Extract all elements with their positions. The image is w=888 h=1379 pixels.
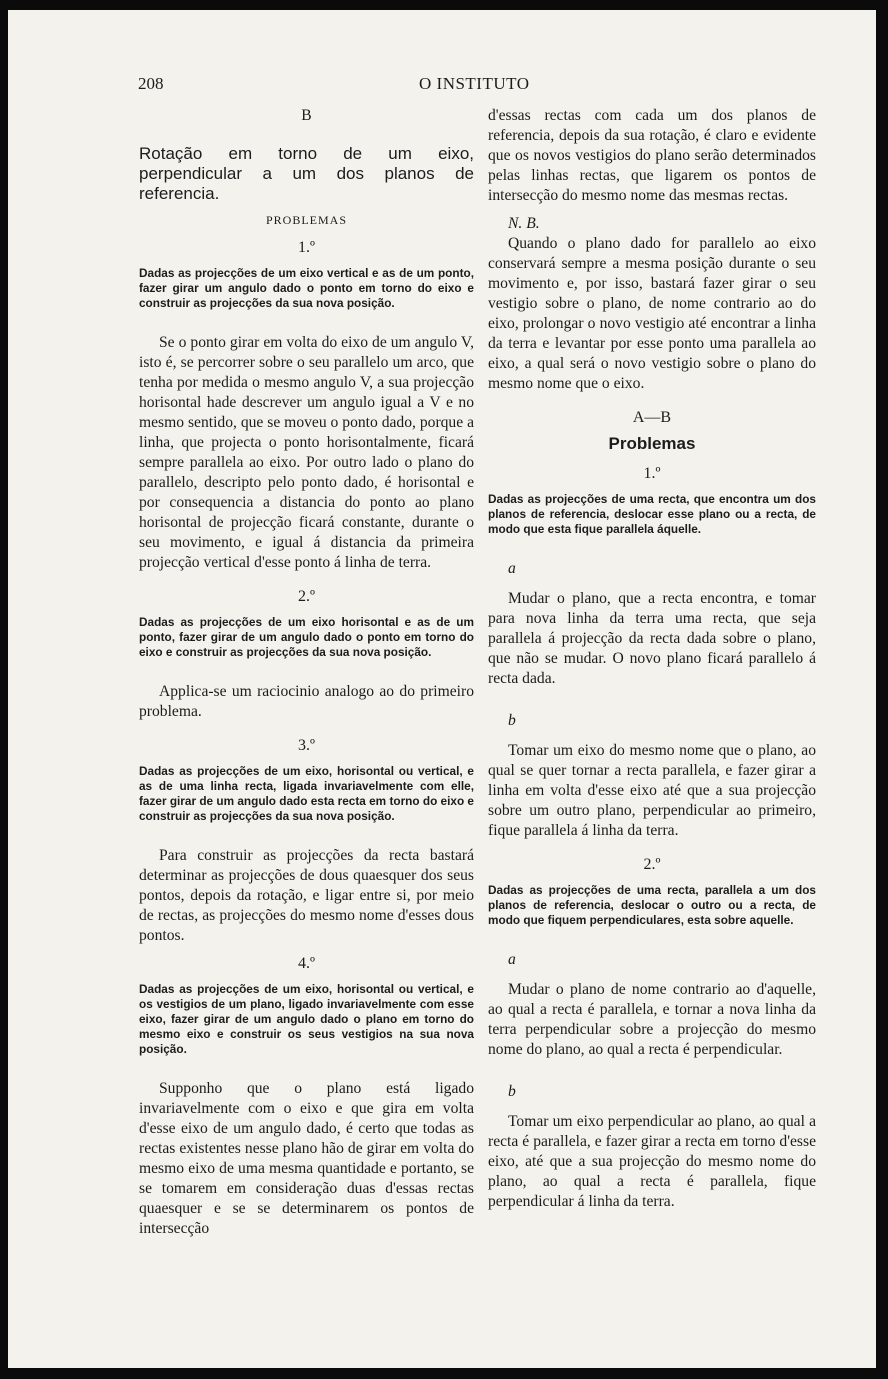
problem-statement: Dadas as projecções de uma recta, parallela a um dos planos de referencia, deslocar o outro ou a recta, de modo que fiquem perpendiculares, esta sobre aquelle. bbox=[488, 883, 816, 927]
problem-statement: Dadas as projecções de um eixo, horisontal ou vertical, e os vestigios de um plano, ligado invariavelmente com esse eixo, fazer girar de um angulo dado o plano em torno do mesmo eixo e construir os seus vestigios na sua nova posição. bbox=[139, 982, 474, 1056]
problem-number: 3.º bbox=[298, 737, 315, 754]
option-label: b bbox=[508, 712, 516, 729]
option-label: a bbox=[508, 951, 516, 968]
problem-number: 2.º bbox=[298, 588, 315, 605]
problems-heading: Problemas bbox=[608, 434, 696, 453]
right-column bbox=[488, 106, 816, 1220]
solution-text: Para construir as projecções da recta bastará determinar as projecções de dous quaesquer dos seus pontos, depois da rotação, e ligar entre si, por meio de rectas, as projecções do mesmo nome d'esses dous pontos. bbox=[139, 847, 474, 944]
problem-number: 2.º bbox=[643, 856, 661, 873]
option-text: Tomar um eixo do mesmo nome que o plano, ao qual se quer tornar a recta parallela, e fazer girar a linha em volta d'esse eixo até que a sua projecção sobre um outro plano, perpendicular ao primeiro, fique parallela á linha da terra. bbox=[488, 742, 816, 839]
section-letter: B bbox=[301, 107, 312, 124]
problem-statement: Dadas as projecções de uma recta, que encontra um dos planos de referencia, deslocar esse plano ou a recta, de modo que esta fique parallela áquelle. bbox=[488, 492, 816, 536]
solution-text: Se o ponto girar em volta do eixo de um angulo V, isto é, se percorrer sobre o seu parallelo um arco, que tenha por medida o mesmo angulo V, a sua projecção horisontal hade descrever um angulo igual a V e no mesmo sentido, que se moveu o ponto dado, porque a linha, que projecta o ponto horisontalmente, ficará sempre parallela ao eixo. Por outro lado o plano do parallelo, descripto pelo ponto dado, é horisontal e por consequencia a distancia do ponto ao plano horisontal de projecção ficará constante, durante o seu movimento, e igual á distancia da primeira projecção vertical d'esse ponto á linha de terra. bbox=[139, 334, 474, 571]
page-number: 208 bbox=[138, 74, 164, 93]
option-text: Mudar o plano de nome contrario ao d'aquelle, ao qual a recta é parallela, e tornar a nova linha da terra perpendicular sobre a projecção do mesmo nome do plano, ao qual a recta é perpendicular. bbox=[488, 981, 816, 1058]
problem-statement: Dadas as projecções de um eixo horisontal e as de um ponto, fazer girar de um angulo dado o ponto em torno do eixo e construir as projecções da sua nova posição. bbox=[139, 615, 474, 659]
nb-label: N. B. bbox=[508, 215, 540, 232]
section-title: Rotação em torno de um eixo, perpendicular a um dos planos de referencia. bbox=[139, 144, 474, 203]
problem-statement: Dadas as projecções de um eixo, horisontal ou vertical, e as de uma linha recta, ligada invariavelmente com elle, fazer girar de um angulo dado esta recta em torno do eixo e construir as projecções da sua nova posição. bbox=[139, 764, 474, 823]
option-text: Mudar o plano, que a recta encontra, e tomar para nova linha da terra uma recta, que seja parallela á projecção da recta dada sobre o plano, que não se mudar. O novo plano ficará parallelo á recta dada. bbox=[488, 590, 816, 687]
problem-statement: Dadas as projecções de um eixo vertical e as de um ponto, fazer girar um angulo dado o ponto em torno do eixo e construir as projecções da sua nova posição. bbox=[139, 266, 474, 310]
solution-text: Supponho que o plano está ligado invariavelmente com o eixo e que gira em volta d'esse eixo de um angulo dado, é certo que todas as rectas existentes nesse plano hão de girar em volta do mesmo eixo de uma mesma quantidade e portanto, se se tomarem em consideração duas d'essas rectas quaesquer e se se determinarem os pontos de intersecção bbox=[139, 1080, 474, 1237]
option-text: Tomar um eixo perpendicular ao plano, ao qual a recta é parallela, e fazer girar a recta em torno d'esse eixo, até que a sua projecção do mesmo nome do plano, ao qual a recta é parallela, fique perpendicular á linha da terra. bbox=[488, 1113, 816, 1210]
page-header bbox=[138, 74, 838, 96]
book-page bbox=[8, 10, 876, 1368]
section-ab: A—B bbox=[632, 409, 672, 426]
problem-number: 4.º bbox=[298, 955, 315, 972]
nb-text: Quando o plano dado for parallelo ao eixo conservará sempre a mesma posição durante o seu movimento e, por isso, bastará fazer girar o seu vestigio sobre o plano, de nome contrario ao do eixo, prolongar o novo vestigio até encontrar a linha da terra e levantar por esse ponto uma parallela ao eixo, a qual será o novo vestigio sobre o plano do mesmo nome que o eixo. bbox=[488, 235, 816, 392]
problem-number: 1.º bbox=[643, 465, 661, 482]
option-label: a bbox=[508, 560, 516, 577]
option-label: b bbox=[508, 1083, 516, 1100]
solution-text: Applica-se um raciocinio analogo ao do primeiro problema. bbox=[139, 683, 474, 720]
problems-label: PROBLEMAS bbox=[265, 213, 348, 227]
left-column bbox=[139, 106, 474, 1247]
journal-title: O INSTITUTO bbox=[419, 74, 530, 93]
continuation-text: d'essas rectas com cada um dos planos de referencia, depois da sua rotação, é claro e evidente que os novos vestigios do plano serão determinados pelas linhas rectas, que ligarem os pontos de intersecção do mesmo nome das mesmas rectas. bbox=[488, 107, 816, 204]
problem-number: 1.º bbox=[298, 239, 315, 256]
